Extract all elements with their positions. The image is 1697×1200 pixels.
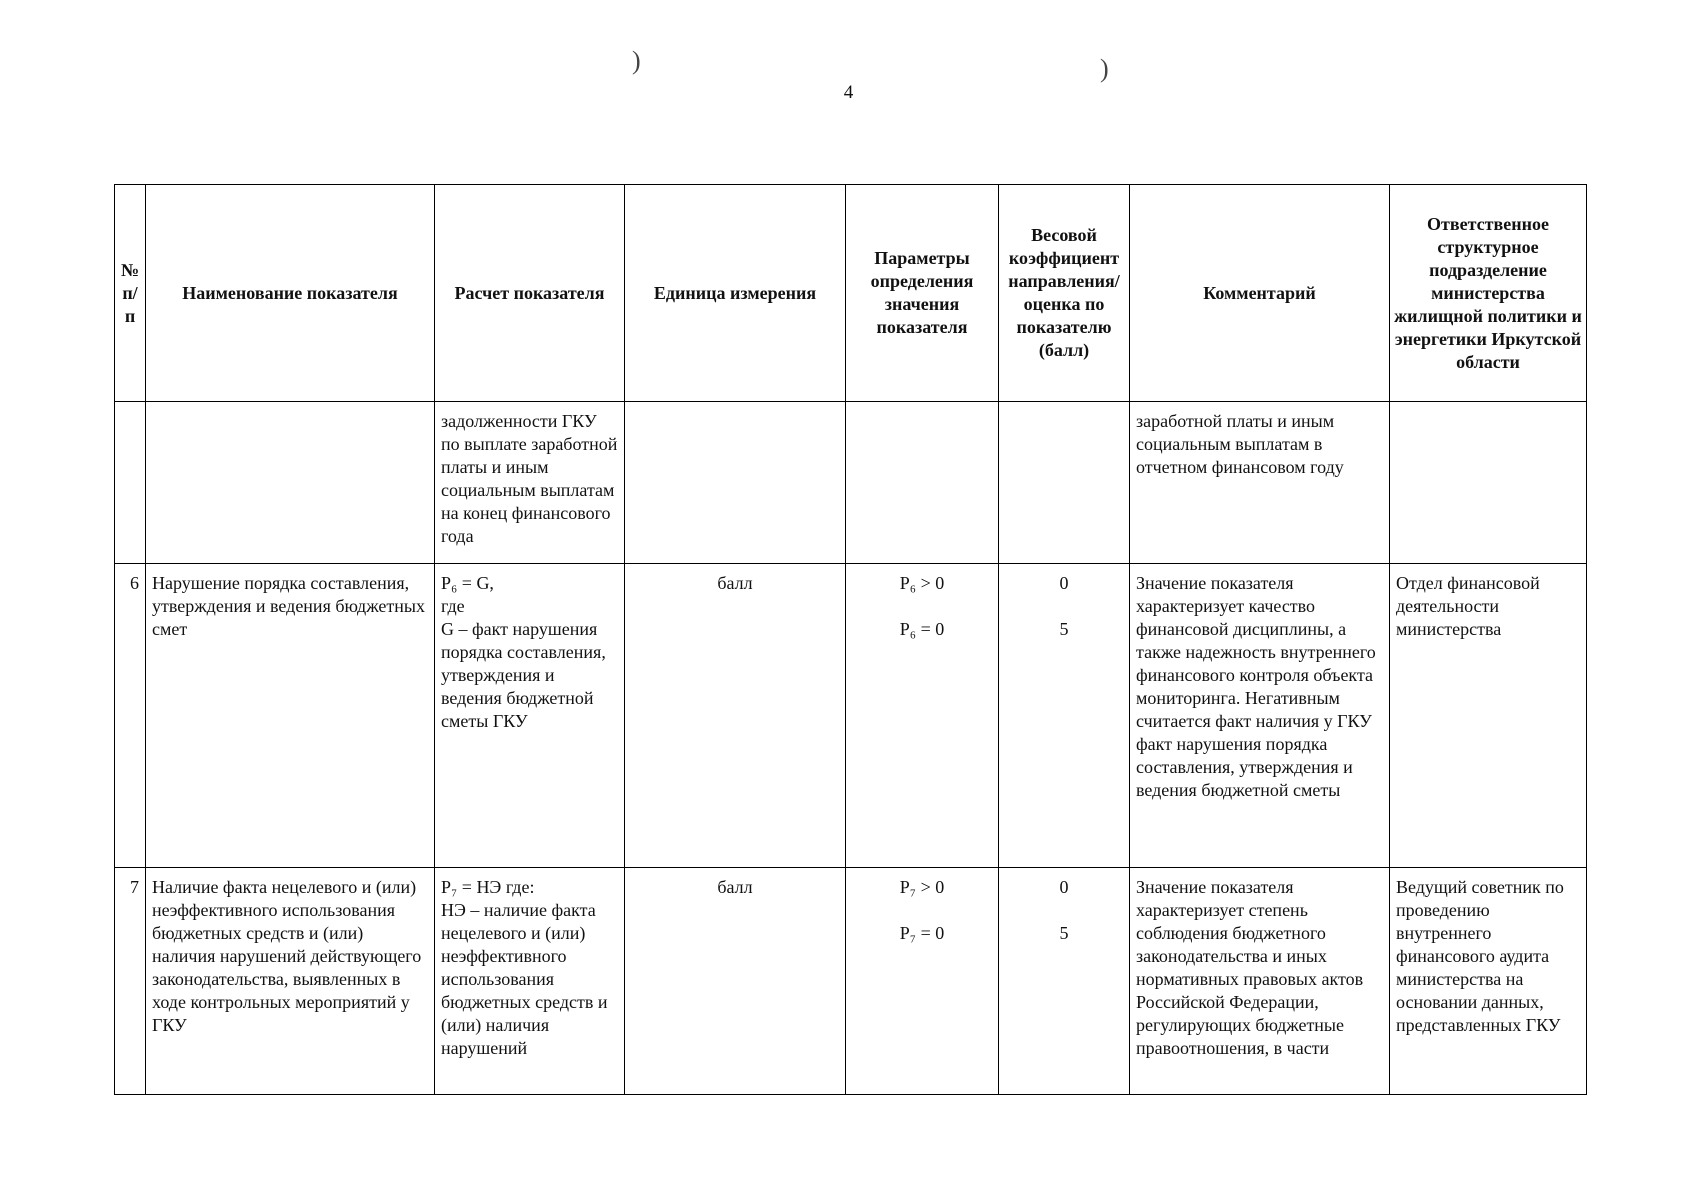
header-unit: Единица измерения (625, 185, 846, 402)
scan-mark-right: ) (1100, 54, 1109, 83)
cell-unit (625, 402, 846, 564)
calc-description: НЭ – наличие факта нецелевого и (или) неэффективного использования бюджетных средств и (или) наличия нарушений (441, 900, 608, 1058)
param-condition-1: P₆ > 0 (899, 573, 945, 593)
scan-mark-left: ) (632, 46, 641, 75)
header-params: Параметры определения значения показателя (846, 185, 999, 402)
cell-num (115, 402, 146, 564)
page-number: 4 (843, 82, 854, 103)
header-calc: Расчет показателя (435, 185, 625, 402)
param-condition-2: P₇ = 0 (899, 923, 945, 943)
cell-unit: балл (625, 564, 846, 868)
calc-description: G – факт нарушения порядка составления, утверждения и ведения бюджетной сметы ГКУ (441, 619, 606, 731)
cell-name: Нарушение порядка составления, утверждения и ведения бюджетных смет (146, 564, 435, 868)
cell-params (846, 564, 999, 868)
cell-name (146, 402, 435, 564)
header-responsible: Ответственное структурное подразделение министерства жилищной политики и энергетики Иркутской области (1390, 185, 1587, 402)
cell-name: Наличие факта нецелевого и (или) неэффективного использования бюджетных средств и (или) наличия нарушений действующего законодательства, выявленных в ходе контрольных мероприятий у ГКУ (146, 868, 435, 1095)
cell-comment: Значение показателя характеризует степень соблюдения бюджетного законодательства и иных нормативных правовых актов Российской Федерации, регулирующих бюджетные правоотношения, в части (1130, 868, 1390, 1095)
header-row (115, 185, 1587, 402)
cell-calc (435, 564, 625, 868)
cell-weight (999, 564, 1130, 868)
weight-value-1: 0 (1059, 877, 1069, 897)
header-num: № п/ п (115, 185, 146, 402)
param-condition-1: P₇ > 0 (899, 877, 945, 897)
table-row-7 (115, 868, 1587, 1095)
calc-where: где (441, 596, 465, 616)
param-condition-2: P₆ = 0 (899, 619, 945, 639)
cell-responsible: Ведущий советник по проведению внутреннего финансового аудита министерства на основании данных, представленных ГКУ (1390, 868, 1587, 1095)
weight-value-1: 0 (1059, 573, 1069, 593)
cell-calc: задолженности ГКУ по выплате заработной платы и иным социальным выплатам на конец финансового года (435, 402, 625, 564)
cell-responsible: Отдел финансовой деятельности министерства (1390, 564, 1587, 868)
cell-comment: Значение показателя характеризует качество финансовой дисциплины, а также надежность внутреннего финансового контроля объекта мониторинга. Негативным считается факт наличия у ГКУ факт нарушения порядка составления, утверждения и ведения бюджетной сметы (1130, 564, 1390, 868)
weight-value-2: 5 (1059, 619, 1069, 639)
cell-unit: балл (625, 868, 846, 1095)
calc-formula: P₇ = НЭ где: (441, 877, 535, 897)
weight-value-2: 5 (1059, 923, 1069, 943)
header-comment: Комментарий (1130, 185, 1390, 402)
cell-responsible (1390, 402, 1587, 564)
indicators-table (114, 184, 1587, 1095)
cell-params (846, 402, 999, 564)
cell-weight (999, 868, 1130, 1095)
cell-weight (999, 402, 1130, 564)
header-weight: Весовой коэффициент направления/оценка по показателю (балл) (999, 185, 1130, 402)
calc-formula: P₆ = G, (441, 573, 494, 593)
table-row-6 (115, 564, 1587, 868)
cell-comment: заработной платы и иным социальным выплатам в отчетном финансовом году (1130, 402, 1390, 564)
table-row-continuation (115, 402, 1587, 564)
cell-calc (435, 868, 625, 1095)
cell-num: 6 (115, 564, 146, 868)
header-name: Наименование показателя (146, 185, 435, 402)
cell-params (846, 868, 999, 1095)
cell-num: 7 (115, 868, 146, 1095)
